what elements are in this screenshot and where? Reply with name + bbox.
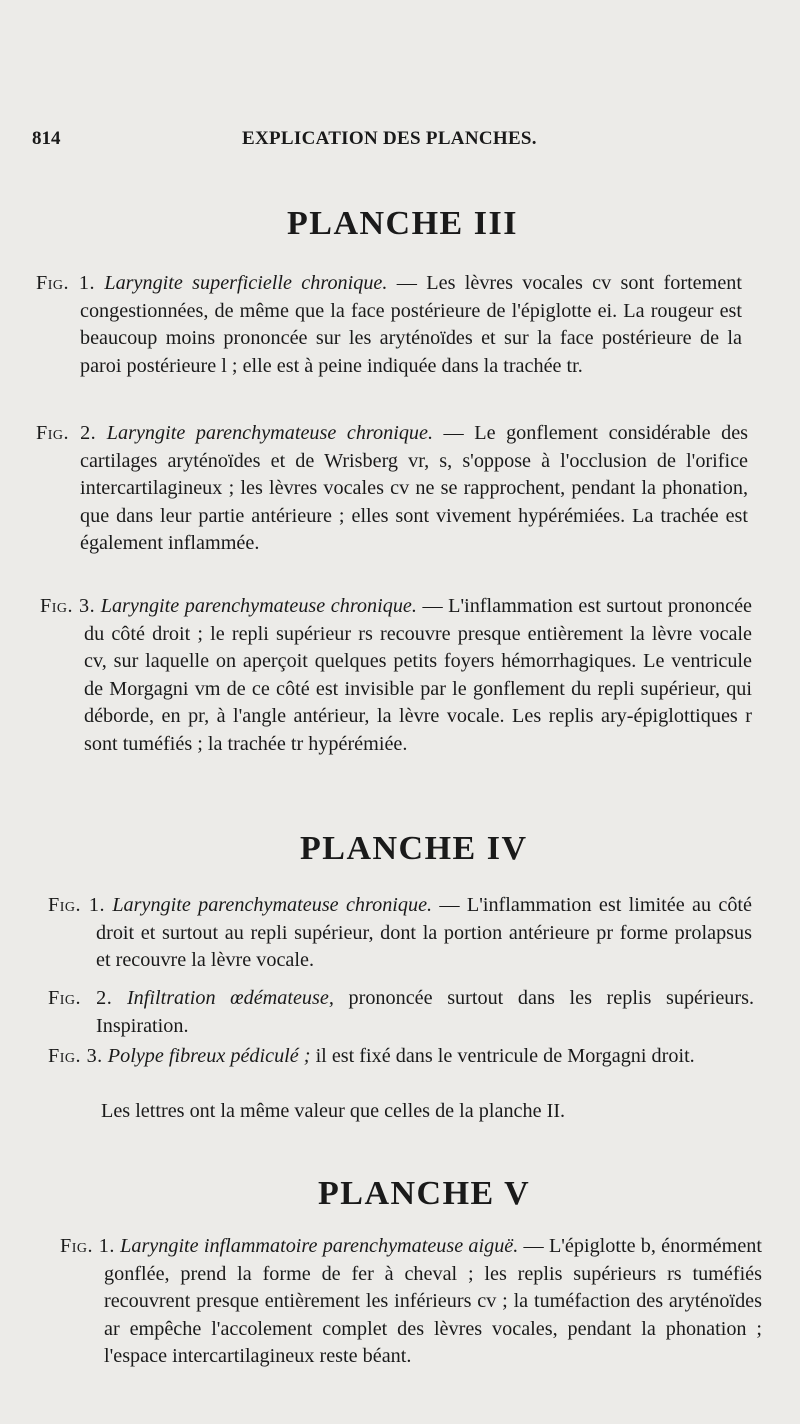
- fig-label: Fig. 1.: [36, 272, 96, 294]
- running-header: [32, 128, 740, 158]
- fig-text: — Le gonflement considérable des cartilages aryténoïdes et de Wrisberg vr, s, s'oppose à l'occlusion de l'orifice intercartilagineux ; les lèvres vocales cv ne se rapprochent, pendant la phonation, que dans leur partie antérieure ; elles sont vivement hypérémiées. La trachée est également inflammée.: [80, 422, 749, 555]
- fig-text: il est fixé dans le ventricule de Morgagni droit.: [310, 1045, 695, 1067]
- fig-label: Fig. 3.: [48, 1045, 103, 1067]
- fig-label: Fig. 2.: [48, 987, 113, 1009]
- plate-title-iii: PLANCHE III: [287, 205, 518, 242]
- fig-name: Infiltration œdémateuse,: [126, 987, 334, 1009]
- fig-text: — L'inflammation est surtout prononcée du côté droit ; le repli supérieur rs recouvre presque entièrement la lèvre vocale cv, sur laquelle on aperçoit quelques petits foyers hémorrhagiques. Le ventricule de Morgagni vm de ce côté est invisible par le gonflement du repli supérieur, qui déborde, en pr, à l'angle antérieur, la lèvre vocale. Les replis ary-épiglottiques r sont tuméfiés ; la trachée tr hypérémiée.: [84, 595, 752, 755]
- plate-iii-fig-2: [36, 420, 748, 558]
- fig-name: Laryngite parenchymateuse chronique.: [100, 595, 417, 617]
- plate-iv-note: Les lettres ont la même valeur que celles de la planche II.: [101, 1100, 566, 1122]
- fig-name: Laryngite superficielle chronique.: [104, 272, 388, 294]
- fig-text: prononcée surtout dans les replis supérieurs. Inspiration.: [96, 987, 755, 1037]
- plate-iv-fig-3: [48, 1043, 760, 1071]
- fig-label: Fig. 3.: [40, 595, 96, 617]
- fig-label: Fig. 1.: [48, 894, 105, 916]
- fig-text: — L'épiglotte b, énormément gonflée, prend la forme de fer à cheval ; les replis supérieurs rs tuméfiés recouvrent presque entièrement les inférieurs cv ; la tuméfaction des aryténoïdes ar empêche l'accolement complet des lèvres vocales, pendant la phonation ; l'espace intercartilagineux reste béant.: [104, 1235, 763, 1368]
- plate-iii-fig-3: [40, 593, 752, 759]
- plate-iv-fig-1: [48, 892, 752, 975]
- fig-name: Polype fibreux pédiculé ;: [107, 1045, 311, 1067]
- plate-iv-fig-2: [48, 985, 754, 1040]
- fig-text: — L'inflammation est limitée au côté droit et surtout au repli supérieur, dont la portion antérieure pr forme prolapsus et recouvre la lèvre vocale.: [96, 894, 753, 972]
- fig-label: Fig. 1.: [60, 1235, 115, 1257]
- page-number: 814: [32, 128, 61, 149]
- fig-text: — Les lèvres vocales cv sont fortement congestionnées, de même que la face postérieure de l'épiglotte ei. La rougeur est beaucoup moins prononcée sur les aryténoïdes et sur la face postérieure de la paroi postérieure l ; elle est à peine indiquée dans la trachée tr.: [80, 272, 742, 377]
- plate-iii-fig-1: [36, 270, 742, 380]
- plate-title-v: PLANCHE V: [318, 1175, 531, 1212]
- fig-label: Fig. 2.: [36, 422, 97, 444]
- running-title: EXPLICATION DES PLANCHES.: [242, 128, 537, 149]
- fig-name: Laryngite inflammatoire parenchymateuse aiguë.: [120, 1235, 519, 1257]
- fig-name: Laryngite parenchymateuse chronique.: [106, 422, 434, 444]
- plate-v-fig-1: [60, 1233, 762, 1371]
- fig-name: Laryngite parenchymateuse chronique.: [112, 894, 433, 916]
- plate-title-iv: PLANCHE IV: [300, 830, 528, 867]
